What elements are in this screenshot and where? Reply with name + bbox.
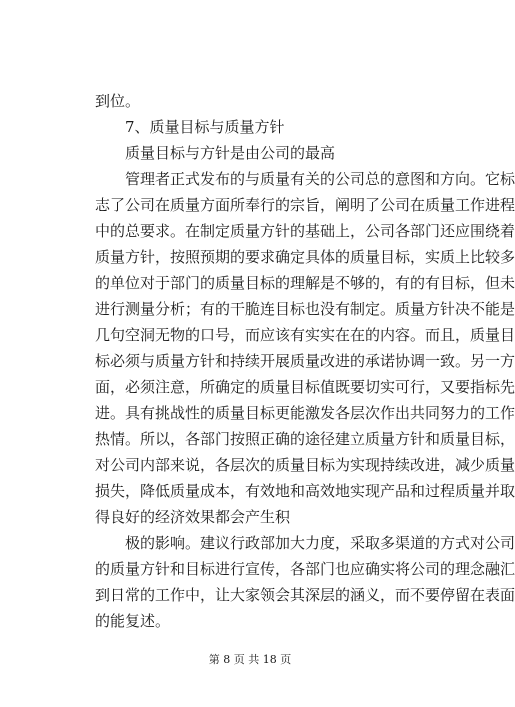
paragraph-first-line: 管理者正式发布的与质量有关的公司总的意图和方向。它标 — [125, 170, 515, 188]
text-line: 的单位对于部门的质量目标的理解是不够的，有的有目标，但未 — [95, 274, 515, 292]
page-number-footer: 第 8 页 共 18 页 — [208, 653, 292, 666]
text-line: 的质量方针和目标进行宣传，各部门也应确实将公司的理念融汇 — [95, 560, 515, 578]
text-line: 对公司内部来说，各层次的质量目标为实现持续改进，减少质量 — [95, 456, 515, 474]
text-line: 面，必须注意，所确定的质量目标值既要切实可行，又要指标先 — [95, 378, 515, 396]
text-line: 几句空洞无物的口号，而应该有实实在在的内容。而且，质量目 — [95, 326, 515, 344]
text-line: 到位。 — [95, 92, 141, 110]
text-line: 得良好的经济效果都会产生积 — [95, 508, 291, 526]
text-line: 质量目标与方针是由公司的最高 — [125, 144, 336, 162]
text-line: 进。具有挑战性的质量目标更能激发各层次作出共同努力的工作 — [95, 404, 515, 422]
text-line: 标必须与质量方针和持续开展质量改进的承诺协调一致。另一方 — [95, 352, 515, 370]
text-line: 热情。所以，各部门按照正确的途径建立质量方针和质量目标， — [95, 430, 515, 448]
section-heading: 7、质量目标与质量方针 — [125, 118, 285, 136]
document-body — [95, 88, 515, 634]
text-line: 中的总要求。在制定质量方针的基础上，公司各部门还应围绕着 — [95, 222, 515, 240]
paragraph-first-line: 极的影响。建议行政部加大力度，采取多渠道的方式对公司 — [125, 534, 515, 552]
text-line: 的能复述。 — [95, 612, 171, 630]
text-line: 进行测量分析；有的干脆连目标也没有制定。质量方针决不能是 — [95, 300, 515, 318]
text-line: 质量方针，按照预期的要求确定具体的质量目标，实质上比较多 — [95, 248, 515, 266]
text-line: 到日常的工作中，让大家领会其深层的涵义，而不要停留在表面 — [95, 586, 515, 604]
text-line: 志了公司在质量方面所奉行的宗旨，阐明了公司在质量工作进程 — [95, 196, 515, 214]
text-line: 损失，降低质量成本，有效地和高效地实现产品和过程质量并取 — [95, 482, 515, 500]
